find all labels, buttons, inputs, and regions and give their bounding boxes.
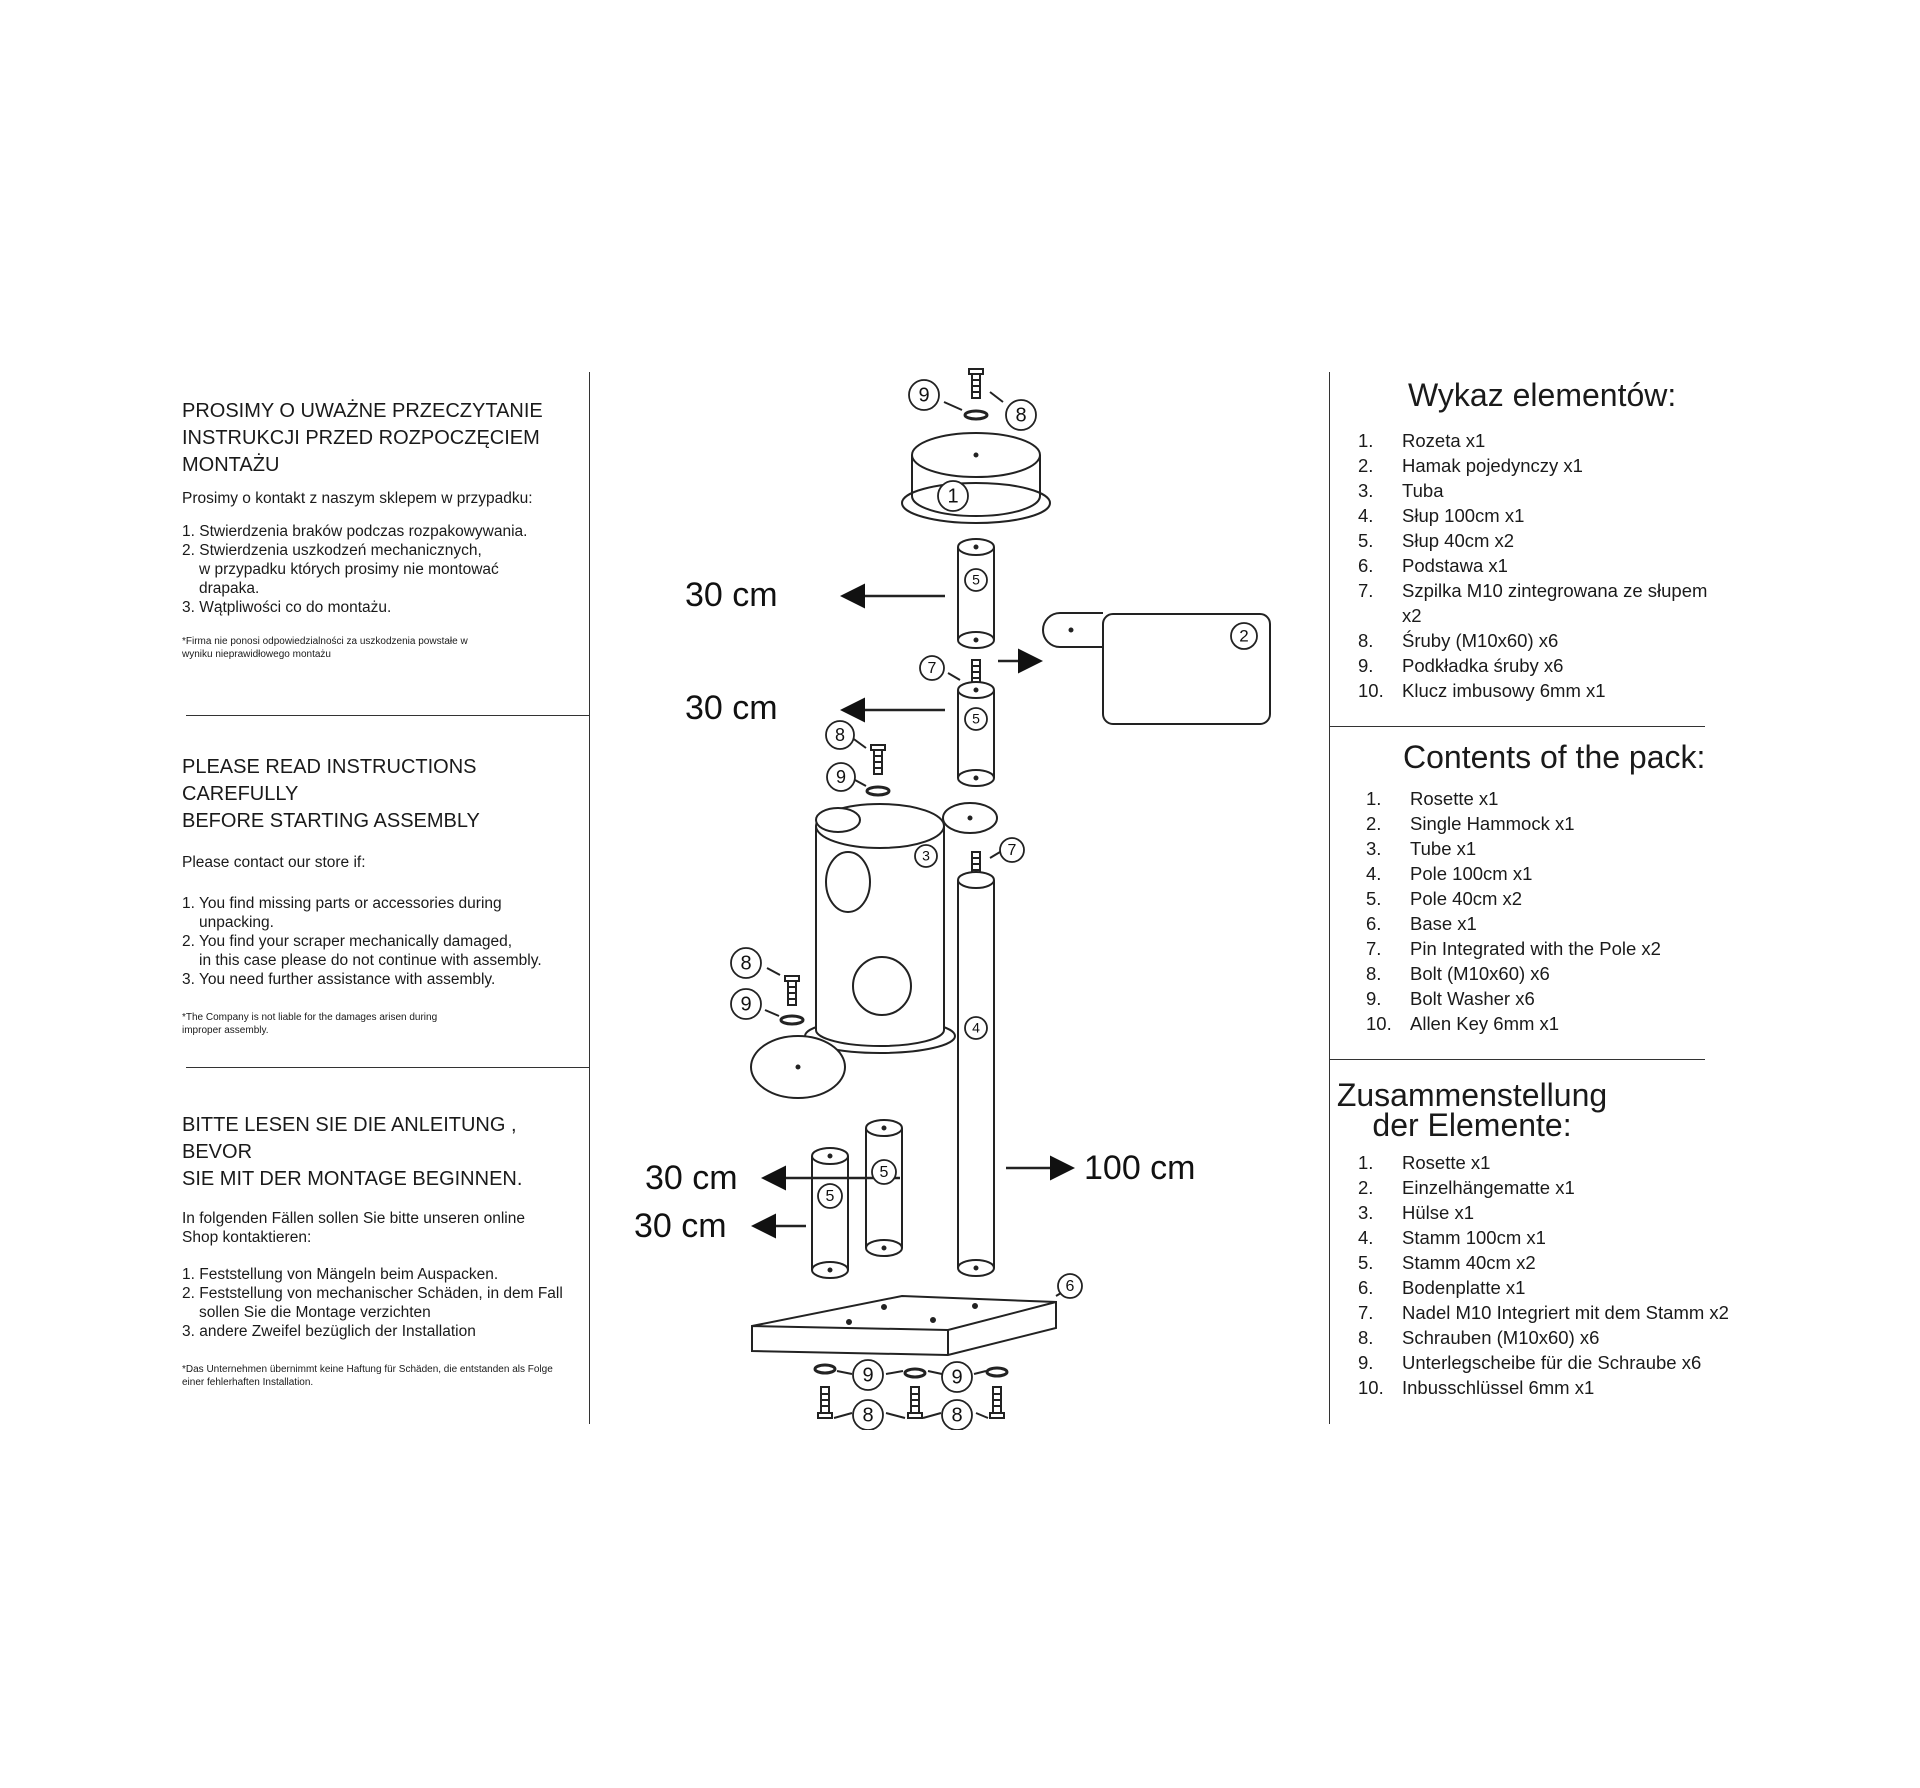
list-item-number: 4. <box>1358 1227 1374 1248</box>
list-item-number: 2. <box>1366 813 1382 834</box>
list-item-number: 8. <box>1358 630 1374 651</box>
list-item-text: Rosette x1 <box>1410 788 1499 809</box>
part-number: 1 <box>947 485 959 508</box>
list-item <box>1358 628 1730 653</box>
part-number-badge <box>827 763 855 791</box>
list-item <box>1366 911 1730 936</box>
list-item-text: Hülse x1 <box>1402 1202 1474 1223</box>
part-number: 8 <box>740 952 752 975</box>
bolt-icon <box>969 369 983 398</box>
polish-parts-items <box>1330 428 1730 703</box>
part-number: 5 <box>972 571 980 588</box>
english-parts-title: Contents of the pack: <box>1403 739 1706 775</box>
list-item <box>1366 886 1730 911</box>
english-notice-list <box>182 894 582 989</box>
part-number-badge <box>942 1400 972 1430</box>
part-number: 8 <box>862 1404 874 1427</box>
part-number: 7 <box>927 660 937 678</box>
english-parts-list <box>1330 739 1730 1036</box>
list-item-number: 9. <box>1366 988 1382 1009</box>
part-number: 9 <box>918 384 930 407</box>
part-number: 9 <box>862 1364 874 1387</box>
part-number: 8 <box>1015 404 1027 427</box>
bolt-icon <box>785 976 799 1005</box>
list-item-number: 3. <box>1366 838 1382 859</box>
polish-notice-intro: Prosimy o kontakt z naszym sklepem w przypadku: <box>182 490 533 507</box>
bottom-hardware <box>815 1365 1007 1418</box>
list-item <box>1358 1150 1730 1175</box>
list-item-number: 1. <box>1358 1152 1374 1173</box>
german-notice-list <box>182 1265 582 1341</box>
list-item <box>1366 861 1730 886</box>
part-number: 5 <box>825 1188 835 1206</box>
part-number: 5 <box>972 710 980 727</box>
list-item-text: Podstawa x1 <box>1402 555 1508 576</box>
round-pad-icon <box>751 1036 845 1098</box>
part-number: 9 <box>740 993 752 1016</box>
list-item-number: 6. <box>1358 1277 1374 1298</box>
dimension-label: 30 cm <box>685 576 778 614</box>
dimension-label: 30 cm <box>685 689 778 727</box>
list-item <box>1366 986 1730 1011</box>
part-number-badge <box>1058 1274 1082 1298</box>
assembly-diagram <box>590 360 1330 1430</box>
list-item-text: Słup 100cm x1 <box>1402 505 1525 526</box>
part-number: 8 <box>834 724 846 745</box>
part-number: 8 <box>951 1404 963 1427</box>
divider <box>1330 726 1705 727</box>
list-item-number: 9. <box>1358 1352 1374 1373</box>
list-item <box>1366 1011 1730 1036</box>
list-item <box>1358 528 1730 553</box>
part-number-badge <box>818 1184 842 1208</box>
list-item <box>1358 1200 1730 1225</box>
english-notice-intro: Please contact our store if: <box>182 854 366 871</box>
part-number-badge <box>920 656 944 680</box>
list-item <box>1366 936 1730 961</box>
part-5-short-pole-lower-right <box>866 1120 902 1256</box>
list-item-number: 6. <box>1358 555 1374 576</box>
list-item-number: 5. <box>1366 888 1382 909</box>
german-parts-title: Zusammenstellung der Elemente: <box>1336 1077 1608 1143</box>
list-item-text: Rosette x1 <box>1402 1152 1491 1173</box>
part-number-badge <box>965 1017 987 1039</box>
list-item-text: Einzelhängematte x1 <box>1402 1177 1575 1198</box>
polish-notice <box>182 398 582 661</box>
list-item-text: Podkładka śruby x6 <box>1402 655 1564 676</box>
list-item: 3. andere Zweifel bezüglich der Installation <box>182 1323 476 1340</box>
list-item-number: 7. <box>1358 1302 1374 1323</box>
list-item-text: Stamm 40cm x2 <box>1402 1252 1536 1273</box>
list-item-text: Bodenplatte x1 <box>1402 1277 1526 1298</box>
part-4-long-pole <box>958 872 994 1276</box>
part-number: 9 <box>951 1366 963 1389</box>
part-number-badge <box>938 481 968 511</box>
list-item-number: 10. <box>1358 1377 1384 1398</box>
list-item-number: 1. <box>1358 430 1374 451</box>
dimension-label: 30 cm <box>634 1207 727 1245</box>
part-number-badge <box>1231 623 1257 649</box>
list-item <box>1358 1250 1730 1275</box>
list-item-number: 1. <box>1366 788 1382 809</box>
part-number-badge <box>965 569 987 591</box>
list-item-number: 6. <box>1366 913 1382 934</box>
part-number: 9 <box>835 766 847 787</box>
part-number-badge <box>909 380 939 410</box>
part-number: 3 <box>922 847 930 864</box>
german-notice-heading: BITTE LESEN SIE DIE ANLEITUNG , BEVOR SIE MIT DER MONTAGE BEGINNEN. <box>182 1114 523 1190</box>
part-number-badge <box>942 1362 972 1392</box>
part-number-badge <box>826 721 854 749</box>
part-number-badge <box>853 1400 883 1430</box>
list-item <box>1358 1300 1730 1325</box>
part-1-rosette <box>902 433 1050 523</box>
english-notice <box>182 754 582 1037</box>
list-item-text: Allen Key 6mm x1 <box>1410 1013 1560 1034</box>
part-5-short-pole-middle <box>958 682 994 786</box>
list-item <box>1358 1225 1730 1250</box>
list-item-number: 3. <box>1358 1202 1374 1223</box>
list-item-text: Hamak pojedynczy x1 <box>1402 455 1583 476</box>
dimension-label: 100 cm <box>1084 1149 1196 1187</box>
polish-notice-list <box>182 522 582 617</box>
list-item-text: Single Hammock x1 <box>1410 813 1575 834</box>
list-item: 3. You need further assistance with assembly. <box>182 971 496 988</box>
list-item-text: Pole 100cm x1 <box>1410 863 1533 884</box>
list-item-text: Stamm 100cm x1 <box>1402 1227 1546 1248</box>
list-item-text: Śruby (M10x60) x6 <box>1402 630 1559 651</box>
dimension-label: 30 cm <box>645 1159 738 1197</box>
polish-notice-footnote: *Firma nie ponosi odpowiedzialności za uszkodzenia powstałe w wyniku nieprawidłowego montażu <box>182 636 468 660</box>
list-item-number: 10. <box>1358 680 1384 701</box>
list-item-text: Inbusschlüssel 6mm x1 <box>1402 1377 1595 1398</box>
washer-icon <box>781 1016 803 1024</box>
list-item <box>1358 1175 1730 1200</box>
list-item-number: 2. <box>1358 1177 1374 1198</box>
list-item-text: Tuba <box>1402 480 1444 501</box>
part-number-badge <box>853 1360 883 1390</box>
bolt-icon <box>871 745 885 774</box>
list-item-number: 2. <box>1358 455 1374 476</box>
list-item-text: Szpilka M10 zintegrowana ze słupem x2 <box>1402 580 1708 626</box>
part-3-tube <box>805 804 955 1053</box>
english-parts-items <box>1330 786 1730 1036</box>
pin-icon <box>972 660 980 684</box>
part-number-badge <box>1000 838 1024 862</box>
list-item <box>1366 811 1730 836</box>
list-item <box>1358 678 1730 703</box>
list-item-text: Pin Integrated with the Pole x2 <box>1410 938 1661 959</box>
list-item-text: Słup 40cm x2 <box>1402 530 1515 551</box>
list-item <box>1358 1275 1730 1300</box>
list-item <box>1358 428 1730 453</box>
list-item-number: 8. <box>1358 1327 1374 1348</box>
list-item: 2. Feststellung von mechanischer Schäden, in dem Fall sollen Sie die Montage verzichten <box>182 1285 563 1321</box>
part-number: 2 <box>1239 626 1249 646</box>
polish-parts-list <box>1330 377 1730 703</box>
divider <box>186 1067 590 1068</box>
part-number-badge <box>731 989 761 1019</box>
list-item-text: Nadel M10 Integriert mit dem Stamm x2 <box>1402 1302 1729 1323</box>
german-parts-list <box>1330 1077 1730 1400</box>
list-item-text: Tube x1 <box>1410 838 1477 859</box>
english-notice-footnote: *The Company is not liable for the damages arisen during improper assembly. <box>182 1012 438 1036</box>
washer-icon <box>867 787 889 795</box>
list-item-text: Base x1 <box>1410 913 1477 934</box>
list-item-text: Rozeta x1 <box>1402 430 1486 451</box>
polish-parts-title: Wykaz elementów: <box>1408 377 1677 413</box>
list-item-text: Klucz imbusowy 6mm x1 <box>1402 680 1606 701</box>
list-item-text: Bolt Washer x6 <box>1410 988 1535 1009</box>
list-item-number: 4. <box>1366 863 1382 884</box>
german-notice-intro: In folgenden Fällen sollen Sie bitte unseren online Shop kontaktieren: <box>182 1210 525 1246</box>
list-item-text: Pole 40cm x2 <box>1410 888 1523 909</box>
part-number-badge <box>965 708 987 730</box>
part-6-base <box>752 1296 1056 1355</box>
divider <box>1330 1059 1705 1060</box>
divider <box>186 715 590 716</box>
polish-notice-heading: PROSIMY O UWAŻNE PRZECZYTANIE INSTRUKCJI PRZED ROZPOCZĘCIEM MONTAŻU <box>182 400 543 476</box>
list-item-number: 10. <box>1366 1013 1392 1034</box>
washer-icon <box>965 411 987 419</box>
list-item-text: Bolt (M10x60) x6 <box>1410 963 1550 984</box>
list-item <box>1358 553 1730 578</box>
list-item-number: 3. <box>1358 480 1374 501</box>
part-number: 4 <box>972 1019 980 1036</box>
list-item <box>1358 503 1730 528</box>
list-item <box>1358 1375 1730 1400</box>
part-number-badge <box>872 1160 896 1184</box>
list-item: 1. Feststellung von Mängeln beim Auspacken. <box>182 1266 499 1283</box>
list-item-number: 8. <box>1366 963 1382 984</box>
list-item: 2. You find your scraper mechanically damaged, in this case please do not continue with assembly. <box>182 933 542 969</box>
part-number: 5 <box>879 1164 889 1182</box>
list-item-text: Unterlegscheibe für die Schraube x6 <box>1402 1352 1702 1373</box>
list-item: 1. Stwierdzenia braków podczas rozpakowywania. <box>182 523 528 540</box>
list-item: 1. You find missing parts or accessories during unpacking. <box>182 895 502 931</box>
part-number-badge <box>915 845 937 867</box>
part-number-badge <box>731 948 761 978</box>
part-5-short-pole-lower-left <box>812 1148 848 1278</box>
list-item-number: 5. <box>1358 530 1374 551</box>
list-item <box>1366 961 1730 986</box>
list-item: 2. Stwierdzenia uszkodzeń mechanicznych, w przypadku których prosimy nie montować drapaka. <box>182 542 499 597</box>
list-item <box>1358 478 1730 503</box>
german-notice <box>182 1112 582 1389</box>
list-item <box>1358 578 1730 628</box>
part-5-short-pole-upper <box>958 539 994 648</box>
part-number: 7 <box>1007 842 1017 860</box>
part-number: 6 <box>1065 1278 1075 1296</box>
list-item-text: Schrauben (M10x60) x6 <box>1402 1327 1600 1348</box>
part-number-badge <box>1006 400 1036 430</box>
list-item-number: 7. <box>1366 938 1382 959</box>
german-parts-items <box>1330 1150 1730 1400</box>
list-item <box>1358 653 1730 678</box>
list-item <box>1358 1350 1730 1375</box>
german-notice-footnote: *Das Unternehmen übernimmt keine Haftung für Schäden, die entstanden als Folge einer fehlerhaften Installation. <box>182 1364 553 1388</box>
list-item <box>1358 1325 1730 1350</box>
english-notice-heading: PLEASE READ INSTRUCTIONS CAREFULLY BEFORE STARTING ASSEMBLY <box>182 756 480 832</box>
list-item <box>1358 453 1730 478</box>
list-item-number: 9. <box>1358 655 1374 676</box>
list-item <box>1366 836 1730 861</box>
list-item <box>1366 786 1730 811</box>
list-item-number: 5. <box>1358 1252 1374 1273</box>
list-item-number: 4. <box>1358 505 1374 526</box>
list-item-number: 7. <box>1358 580 1374 601</box>
list-item: 3. Wątpliwości co do montażu. <box>182 599 392 616</box>
